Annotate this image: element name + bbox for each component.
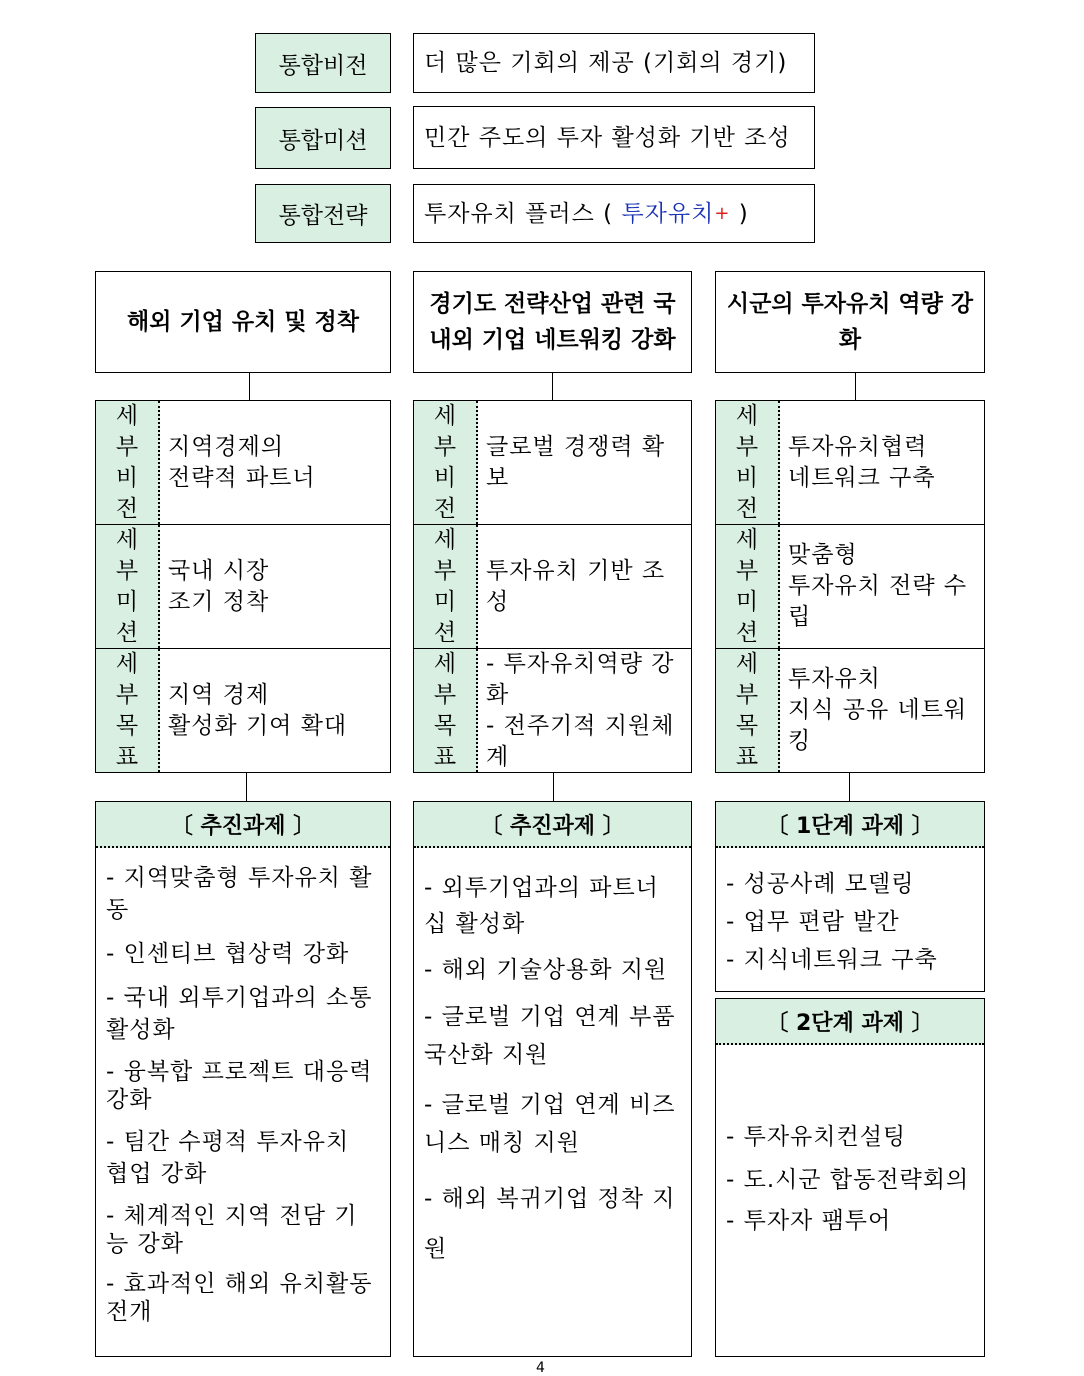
task-item: - 지식네트워크 구축 — [726, 947, 938, 973]
col2-task-box — [413, 801, 692, 1357]
cell-text: 투자유치 기반 조성 — [486, 557, 666, 615]
top-value-strategy — [413, 184, 815, 243]
column-title: 시군의 투자유치 역량 강화 — [726, 291, 974, 353]
task-item: - 외투기업과의 파트너십 활성화 — [424, 875, 659, 937]
task-item: - 글로벌 기업 연계 부품국산화 지원 — [424, 1004, 676, 1068]
side-label: 세 부 미 션 — [414, 525, 478, 648]
connector-line — [249, 373, 250, 400]
strategy-prefix: 투자유치 플러스 ( — [424, 200, 622, 227]
col3-vision-cell — [715, 400, 985, 525]
task-item: - 투자유치컨설팅 — [726, 1124, 907, 1150]
col1-vision-cell — [95, 400, 391, 525]
task-item: - 해외 복귀기업 정착 지원 — [424, 1186, 676, 1262]
col3-task2-box — [715, 998, 985, 1357]
strategy-plus: + — [714, 202, 731, 224]
top-value-text: 더 많은 기회의 제공 (기회의 경기) — [424, 50, 788, 76]
side-label: 세 부 미 션 — [716, 525, 780, 648]
cell-text: 지역 경제 활성화 기여 확대 — [168, 681, 348, 739]
side-label: 세 부 비 전 — [716, 401, 780, 524]
column-title: 해외 기업 유치 및 정착 — [127, 309, 359, 335]
strategy-highlight: 투자유치 — [621, 200, 715, 227]
task-item: - 국내 외투기업과의 소통 활성화 — [106, 985, 373, 1043]
side-label: 세 부 목 표 — [96, 649, 160, 772]
side-label: 세 부 비 전 — [96, 401, 160, 524]
cell-text: 국내 시장 조기 정착 — [168, 557, 270, 615]
cell-text: 투자유치 지식 공유 네트워킹 — [788, 666, 968, 754]
top-label-text: 통합미션 — [278, 127, 368, 154]
col3-mission-cell — [715, 524, 985, 649]
top-value-vision — [413, 33, 815, 93]
task-list — [716, 848, 984, 976]
task-list — [96, 848, 390, 1326]
connector-line — [246, 773, 247, 801]
top-value-mission — [413, 106, 815, 169]
task-list — [414, 848, 691, 1274]
column-header-3 — [715, 271, 985, 373]
task-title: 〔 추진과제 〕 — [96, 802, 390, 848]
side-label: 세 부 비 전 — [414, 401, 478, 524]
column-header-2 — [413, 271, 692, 373]
task-item: - 해외 기술상용화 지원 — [424, 957, 668, 983]
task-item: - 체계적인 지역 전담 기능 강화 — [106, 1203, 358, 1257]
task-item: - 팀간 수평적 투자유치 협업 강화 — [106, 1129, 350, 1187]
task-item: - 업무 편람 발간 — [726, 909, 900, 935]
col1-mission-cell — [95, 524, 391, 649]
task-item: - 도.시군 합동전략회의 — [726, 1167, 970, 1193]
top-label-strategy — [255, 184, 391, 243]
cell-text: - 투자유치역량 강화 - 전주기적 지원체계 — [486, 650, 675, 770]
task-title: 〔 추진과제 〕 — [414, 802, 691, 848]
task-item: - 성공사례 모델링 — [726, 871, 915, 897]
top-label-mission — [255, 107, 391, 169]
col1-task-box — [95, 801, 391, 1357]
task-item: - 효과적인 해외 유치활동 전개 — [106, 1271, 373, 1325]
top-label-text: 통합전략 — [278, 203, 368, 229]
col3-task1-box — [715, 801, 985, 992]
strategy-suffix: ) — [730, 200, 749, 227]
connector-line — [552, 373, 553, 400]
col1-goal-cell — [95, 648, 391, 773]
cell-text: 투자유치협력 네트워크 구축 — [788, 433, 936, 491]
side-label: 세 부 미 션 — [96, 525, 160, 648]
task-item: - 투자자 팸투어 — [726, 1208, 892, 1234]
connector-line — [553, 773, 554, 801]
top-label-text: 통합비전 — [278, 52, 368, 79]
page-number: 4 — [536, 1360, 545, 1376]
cell-text: 맞춤형 투자유치 전략 수립 — [788, 542, 968, 630]
task-list — [716, 1045, 984, 1237]
connector-line — [855, 373, 856, 400]
col2-goal-cell — [413, 648, 692, 773]
task-item: - 인센티브 협상력 강화 — [106, 941, 350, 967]
side-label: 세 부 목 표 — [716, 649, 780, 772]
task-item: - 융복합 프로젝트 대응력 강화 — [106, 1059, 373, 1113]
side-label: 세 부 목 표 — [414, 649, 478, 772]
col3-goal-cell — [715, 648, 985, 773]
column-title: 경기도 전략산업 관련 국내외 기업 네트워킹 강화 — [429, 291, 676, 353]
col2-mission-cell — [413, 524, 692, 649]
col2-vision-cell — [413, 400, 692, 525]
cell-text: 글로벌 경쟁력 확보 — [486, 433, 666, 491]
column-header-1 — [95, 271, 391, 373]
cell-text: 지역경제의 전략적 파트너 — [168, 433, 316, 491]
task-item: - 글로벌 기업 연계 비즈니스 매칭 지원 — [424, 1092, 676, 1156]
task-title: 〔 1단계 과제 〕 — [716, 802, 984, 848]
top-value-text: 민간 주도의 투자 활성화 기반 조성 — [424, 124, 791, 151]
connector-line — [849, 773, 850, 801]
task-title: 〔 2단계 과제 〕 — [716, 999, 984, 1045]
task-item: - 지역맞춤형 투자유치 활동 — [106, 865, 373, 923]
top-label-vision — [255, 33, 391, 93]
